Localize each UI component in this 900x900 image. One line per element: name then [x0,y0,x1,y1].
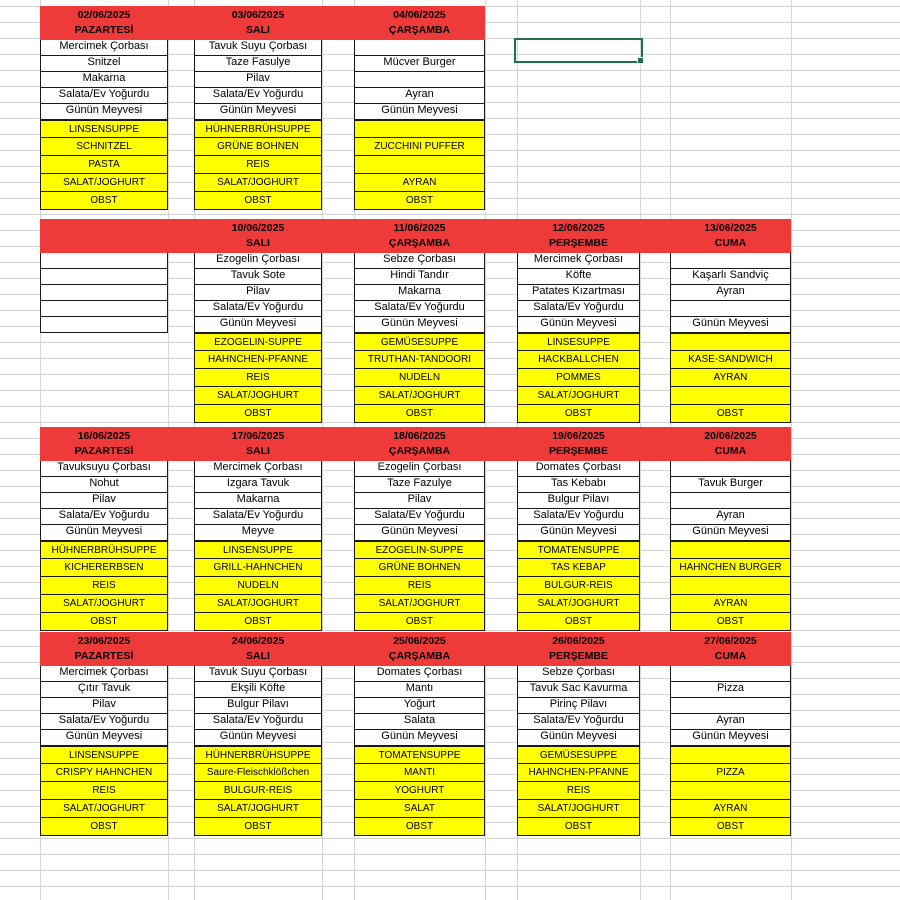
turkish-menu-cell[interactable]: Makarna [40,72,168,88]
weekday-label: CUMA [714,237,747,249]
german-menu-cell[interactable]: BULGUR-REIS [517,577,640,595]
german-menu-cell[interactable]: HACKBALLCHEN [517,351,640,369]
date-label: 19/06/2025 [552,430,605,442]
turkish-menu-cell[interactable]: Pilav [354,493,485,509]
german-menu-cell[interactable]: SCHNITZEL [40,138,168,156]
turkish-menu-cell[interactable]: Pilav [194,285,322,301]
weekday-label: PAZARTESİ [74,24,134,36]
german-menu-cell[interactable]: AYRAN [354,174,485,192]
day-header[interactable] [194,219,322,253]
turkish-menu-cell[interactable]: Ekşili Köfte [194,682,322,698]
turkish-menu-cell[interactable]: Tavuk Suyu Çorbası [194,40,322,56]
german-menu-cell[interactable]: REIS [40,782,168,800]
grid-row-line [0,838,900,839]
german-menu-cell[interactable]: PASTA [40,156,168,174]
date-label: 23/06/2025 [77,635,131,647]
date-label: 17/06/2025 [231,430,285,442]
date-label: 26/06/2025 [552,635,605,647]
german-menu-cell[interactable]: GEMÜSESUPPE [354,333,485,351]
turkish-menu-cell[interactable] [670,253,791,269]
turkish-menu-cell[interactable]: Nohut [40,477,168,493]
selected-cell[interactable] [514,38,643,63]
fill-handle[interactable] [637,57,644,64]
weekday-label: SALI [246,237,270,249]
turkish-menu-cell[interactable] [40,285,168,301]
weekday-label: CUMA [714,445,747,457]
weekday-label: PERŞEMBE [549,445,608,457]
turkish-menu-cell[interactable]: Mercimek Çorbası [40,40,168,56]
weekday-label: PERŞEMBE [549,237,608,249]
turkish-menu-cell[interactable] [670,666,791,682]
german-menu-cell[interactable]: REIS [40,577,168,595]
german-menu-cell[interactable]: SALAT/JOGHURT [40,595,168,613]
german-menu-cell[interactable] [670,577,791,595]
turkish-menu-cell[interactable] [40,301,168,317]
date-label: 24/06/2025 [231,635,285,647]
turkish-menu-cell[interactable] [354,72,485,88]
german-menu-cell[interactable]: HAHNCHEN-PFANNE [194,351,322,369]
turkish-menu-cell[interactable]: Ayran [354,88,485,104]
turkish-menu-cell[interactable]: Makarna [354,285,485,301]
german-menu-cell[interactable]: GRÜNE BOHNEN [354,559,485,577]
turkish-menu-cell[interactable]: Tavuksuyu Çorbası [40,461,168,477]
turkish-menu-cell[interactable]: Mercimek Çorbası [194,461,322,477]
day-header[interactable] [517,219,640,253]
date-label: 16/06/2025 [77,430,131,442]
day-header[interactable] [670,427,791,461]
turkish-menu-cell[interactable]: Günün Meyvesi [354,104,485,120]
turkish-menu-cell[interactable]: Makarna [194,493,322,509]
german-menu-cell[interactable]: EZOGELIN-SUPPE [194,333,322,351]
turkish-menu-cell[interactable]: Pilav [40,698,168,714]
german-menu-cell[interactable]: AYRAN [670,800,791,818]
german-menu-cell[interactable]: GRÜNE BOHNEN [194,138,322,156]
german-menu-cell[interactable]: REIS [194,369,322,387]
turkish-menu-cell[interactable]: Günün Meyvesi [194,104,322,120]
german-menu-cell[interactable]: SALAT/JOGHURT [40,800,168,818]
turkish-menu-cell[interactable] [670,301,791,317]
weekday-label: SALI [246,650,270,662]
german-menu-cell[interactable]: EZOGELIN-SUPPE [354,541,485,559]
german-menu-cell[interactable]: LINSESUPPE [517,333,640,351]
weekday-label: SALI [246,445,270,457]
german-menu-cell[interactable]: OBST [194,192,322,210]
german-menu-cell[interactable]: SALAT/JOGHURT [517,595,640,613]
grid-row-line [0,854,900,855]
turkish-menu-cell[interactable]: Salata/Ev Yoğurdu [194,714,322,730]
turkish-menu-cell[interactable]: Mercimek Çorbası [40,666,168,682]
turkish-menu-cell[interactable]: Günün Meyvesi [194,730,322,746]
german-menu-cell[interactable]: CRISPY HAHNCHEN [40,764,168,782]
german-menu-cell[interactable]: NUDELN [354,369,485,387]
day-header[interactable] [194,427,322,461]
turkish-menu-cell[interactable]: Salata/Ev Yoğurdu [194,509,322,525]
turkish-menu-cell[interactable] [40,317,168,333]
turkish-menu-cell[interactable]: Taze Fasulye [194,56,322,72]
turkish-menu-cell[interactable]: Sebze Çorbası [517,666,640,682]
date-label: 02/06/2025 [77,9,131,21]
day-header[interactable] [40,427,168,461]
german-menu-cell[interactable]: SALAT/JOGHURT [517,800,640,818]
german-menu-cell[interactable]: OBST [194,613,322,631]
german-menu-cell[interactable]: TRUTHAN-TANDOORI [354,351,485,369]
day-header[interactable] [517,632,640,666]
german-menu-cell[interactable]: YOGHURT [354,782,485,800]
turkish-menu-cell[interactable]: Köfte [517,269,640,285]
german-menu-cell[interactable] [670,746,791,764]
german-menu-cell[interactable] [670,541,791,559]
turkish-menu-cell[interactable] [670,461,791,477]
turkish-menu-cell[interactable]: Domates Çorbası [517,461,640,477]
grid-column-line [791,0,792,900]
german-menu-cell[interactable]: BULGUR-REIS [194,782,322,800]
weekday-label: PERŞEMBE [549,650,608,662]
turkish-menu-cell[interactable]: Günün Meyvesi [670,317,791,333]
german-menu-cell[interactable]: SALAT/JOGHURT [194,595,322,613]
german-menu-cell[interactable]: SALAT/JOGHURT [40,174,168,192]
turkish-menu-cell[interactable]: Izgara Tavuk [194,477,322,493]
turkish-menu-cell[interactable]: Tavuk Sac Kavurma [517,682,640,698]
german-menu-cell[interactable]: TOMATENSUPPE [517,541,640,559]
turkish-menu-cell[interactable]: Salata/Ev Yoğurdu [40,509,168,525]
date-label: 04/06/2025 [393,9,446,21]
turkish-menu-cell[interactable]: Ayran [670,509,791,525]
german-menu-cell[interactable]: OBST [517,405,640,423]
turkish-menu-cell[interactable]: Ayran [670,285,791,301]
turkish-menu-cell[interactable]: Çıtır Tavuk [40,682,168,698]
turkish-menu-cell[interactable] [40,253,168,269]
day-header[interactable] [194,6,322,40]
turkish-menu-cell[interactable]: Mantı [354,682,485,698]
day-header[interactable] [354,219,485,253]
turkish-menu-cell[interactable]: Salata/Ev Yoğurdu [517,301,640,317]
date-label: 10/06/2025 [231,222,285,234]
date-label: 11/06/2025 [393,222,446,234]
german-menu-cell[interactable]: AYRAN [670,369,791,387]
turkish-menu-cell[interactable]: Domates Çorbası [354,666,485,682]
german-menu-cell[interactable]: HAHNCHEN-PFANNE [517,764,640,782]
turkish-menu-cell[interactable] [670,493,791,509]
day-header[interactable] [670,632,791,666]
turkish-menu-cell[interactable]: Salata [354,714,485,730]
turkish-menu-cell[interactable]: Pilav [40,493,168,509]
turkish-menu-cell[interactable]: Taze Fazulye [354,477,485,493]
turkish-menu-cell[interactable]: Günün Meyvesi [194,317,322,333]
german-menu-cell[interactable]: POMMES [517,369,640,387]
german-menu-cell[interactable]: LINSENSUPPE [40,120,168,138]
german-menu-cell[interactable]: OBST [354,613,485,631]
weekday-label: ÇARŞAMBA [388,24,451,36]
date-label: 27/06/2025 [704,635,757,647]
day-header[interactable] [670,219,791,253]
turkish-menu-cell[interactable]: Tas Kebabı [517,477,640,493]
german-menu-cell[interactable]: LINSENSUPPE [194,541,322,559]
turkish-menu-cell[interactable]: Ayran [670,714,791,730]
german-menu-cell[interactable]: OBST [354,405,485,423]
day-header[interactable] [517,427,640,461]
grid-row-line [0,886,900,887]
german-menu-cell[interactable]: AYRAN [670,595,791,613]
turkish-menu-cell[interactable]: Snitzel [40,56,168,72]
german-menu-cell[interactable]: GEMÜSESUPPE [517,746,640,764]
german-menu-cell[interactable] [670,333,791,351]
german-menu-cell[interactable] [670,387,791,405]
turkish-menu-cell[interactable]: Tavuk Burger [670,477,791,493]
german-menu-cell[interactable]: OBST [354,192,485,210]
german-menu-cell[interactable]: KASE-SANDWICH [670,351,791,369]
date-label: 13/06/2025 [704,222,757,234]
weekday-label: ÇARŞAMBA [388,445,451,457]
turkish-menu-cell[interactable]: Günün Meyvesi [517,730,640,746]
turkish-menu-cell[interactable]: Pilav [194,72,322,88]
german-menu-cell[interactable]: HÜHNERBRÜHSUPPE [194,120,322,138]
german-menu-cell[interactable]: SALAT/JOGHURT [517,387,640,405]
turkish-menu-cell[interactable]: Günün Meyvesi [354,730,485,746]
date-label: 20/06/2025 [704,430,757,442]
turkish-menu-cell[interactable]: Günün Meyvesi [517,317,640,333]
turkish-menu-cell[interactable]: Salata/Ev Yoğurdu [40,88,168,104]
weekday-label: ÇARŞAMBA [388,237,451,249]
german-menu-cell[interactable]: SALAT/JOGHURT [354,595,485,613]
german-menu-cell[interactable] [670,782,791,800]
german-menu-cell[interactable]: REIS [354,577,485,595]
turkish-menu-cell[interactable]: Tavuk Suyu Çorbası [194,666,322,682]
weekday-label: CUMA [714,650,747,662]
turkish-menu-cell[interactable] [40,269,168,285]
day-header[interactable] [354,632,485,666]
turkish-menu-cell[interactable]: Ezogelin Çorbası [194,253,322,269]
german-menu-cell[interactable]: SALAT/JOGHURT [194,387,322,405]
german-menu-cell[interactable]: OBST [354,818,485,836]
weekday-label: PAZARTESİ [74,650,134,662]
german-menu-cell[interactable]: HAHNCHEN BURGER [670,559,791,577]
turkish-menu-cell[interactable]: Salata/Ev Yoğurdu [517,509,640,525]
german-menu-cell[interactable]: OBST [670,818,791,836]
day-header[interactable] [354,427,485,461]
turkish-menu-cell[interactable]: Salata/Ev Yoğurdu [517,714,640,730]
german-menu-cell[interactable]: SALAT [354,800,485,818]
german-menu-cell[interactable]: OBST [517,613,640,631]
turkish-menu-cell[interactable]: Günün Meyvesi [517,525,640,541]
turkish-menu-cell[interactable]: Salata/Ev Yoğurdu [40,714,168,730]
german-menu-cell[interactable]: Saure-Fleischklößchen [194,764,322,782]
german-menu-cell[interactable]: TAS KEBAP [517,559,640,577]
turkish-menu-cell[interactable]: Günün Meyvesi [670,525,791,541]
grid-row-line [0,214,900,215]
german-menu-cell[interactable]: OBST [40,192,168,210]
turkish-menu-cell[interactable]: Salata/Ev Yoğurdu [354,509,485,525]
turkish-menu-cell[interactable]: Günün Meyvesi [40,730,168,746]
day-header[interactable] [354,6,485,40]
german-menu-cell[interactable]: OBST [670,613,791,631]
german-menu-cell[interactable]: OBST [194,818,322,836]
turkish-menu-cell[interactable]: Pirinç Pilavı [517,698,640,714]
turkish-menu-cell[interactable]: Ezogelin Çorbası [354,461,485,477]
german-menu-cell[interactable]: TOMATENSUPPE [354,746,485,764]
turkish-menu-cell[interactable]: Salata/Ev Yoğurdu [194,301,322,317]
turkish-menu-cell[interactable]: Günün Meyvesi [354,317,485,333]
german-menu-cell[interactable]: PIZZA [670,764,791,782]
german-menu-cell[interactable]: OBST [670,405,791,423]
german-menu-cell[interactable]: KICHERERBSEN [40,559,168,577]
turkish-menu-cell[interactable]: Hindi Tandır [354,269,485,285]
german-menu-cell[interactable]: OBST [40,818,168,836]
german-menu-cell[interactable]: LINSENSUPPE [40,746,168,764]
german-menu-cell[interactable]: MANTI [354,764,485,782]
german-menu-cell[interactable]: SALAT/JOGHURT [194,800,322,818]
turkish-menu-cell[interactable]: Salata/Ev Yoğurdu [354,301,485,317]
turkish-menu-cell[interactable]: Patates Kızartması [517,285,640,301]
turkish-menu-cell[interactable]: Günün Meyvesi [40,104,168,120]
german-menu-cell[interactable]: REIS [517,782,640,800]
weekday-label: SALI [246,24,270,36]
german-menu-cell[interactable]: ZUCCHINI PUFFER [354,138,485,156]
date-label: 12/06/2025 [552,222,605,234]
turkish-menu-cell[interactable] [354,40,485,56]
turkish-menu-cell[interactable]: Günün Meyvesi [354,525,485,541]
german-menu-cell[interactable]: HÜHNERBRÜHSUPPE [40,541,168,559]
german-menu-cell[interactable]: NUDELN [194,577,322,595]
grid-row-line [0,870,900,871]
turkish-menu-cell[interactable]: Mücver Burger [354,56,485,72]
turkish-menu-cell[interactable]: Günün Meyvesi [670,730,791,746]
german-menu-cell[interactable]: OBST [194,405,322,423]
turkish-menu-cell[interactable]: Mercimek Çorbası [517,253,640,269]
turkish-menu-cell[interactable]: Günün Meyvesi [40,525,168,541]
day-header[interactable] [40,6,168,40]
german-menu-cell[interactable]: SALAT/JOGHURT [354,387,485,405]
german-menu-cell[interactable]: GRILL-HAHNCHEN [194,559,322,577]
turkish-menu-cell[interactable]: Pizza [670,682,791,698]
day-header[interactable] [40,632,168,666]
turkish-menu-cell[interactable]: Meyve [194,525,322,541]
day-header[interactable] [40,219,168,253]
german-menu-cell[interactable] [354,156,485,174]
date-label: 18/06/2025 [393,430,446,442]
german-menu-cell[interactable]: OBST [40,613,168,631]
turkish-menu-cell[interactable] [670,698,791,714]
turkish-menu-cell[interactable]: Kaşarlı Sandviç [670,269,791,285]
turkish-menu-cell[interactable]: Salata/Ev Yoğurdu [194,88,322,104]
weekday-label: ÇARŞAMBA [388,650,451,662]
day-header[interactable] [194,632,322,666]
turkish-menu-cell[interactable]: Sebze Çorbası [354,253,485,269]
weekday-label: PAZARTESİ [74,445,134,457]
turkish-menu-cell[interactable]: Tavuk Sote [194,269,322,285]
date-label: 25/06/2025 [393,635,446,647]
german-menu-cell[interactable]: OBST [517,818,640,836]
turkish-menu-cell[interactable]: Bulgur Pilavı [517,493,640,509]
german-menu-cell[interactable]: SALAT/JOGHURT [194,174,322,192]
turkish-menu-cell[interactable]: Bulgur Pilavı [194,698,322,714]
german-menu-cell[interactable]: REIS [194,156,322,174]
turkish-menu-cell[interactable]: Yoğurt [354,698,485,714]
german-menu-cell[interactable] [354,120,485,138]
date-label: 03/06/2025 [231,9,285,21]
german-menu-cell[interactable]: HÜHNERBRÜHSUPPE [194,746,322,764]
